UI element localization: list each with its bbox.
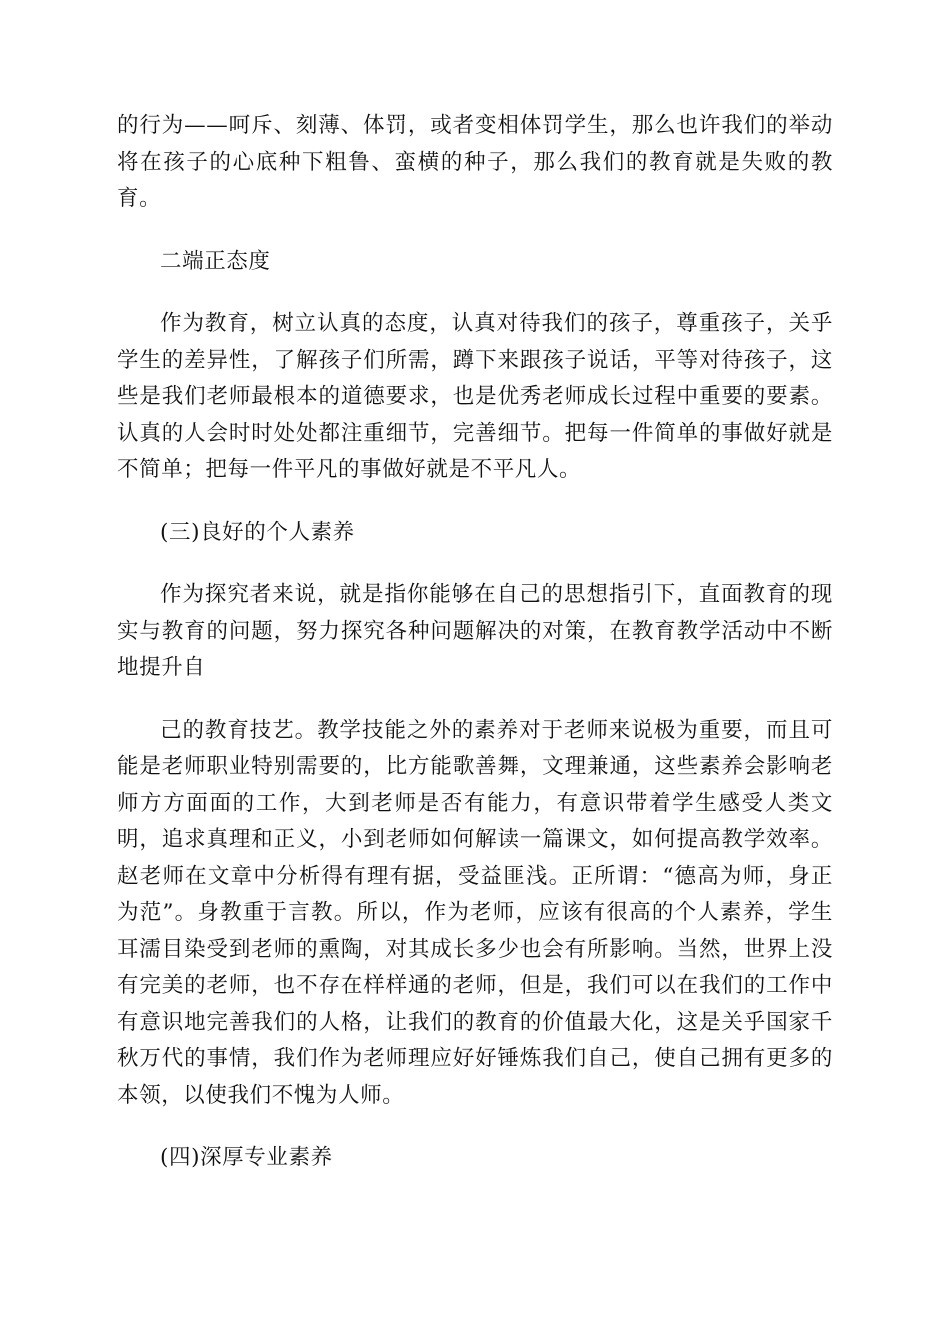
document-body [117, 108, 833, 1203]
section-heading-attitude: 二端正态度 [160, 248, 271, 274]
section-heading-professional-quality: (四)深厚专业素养 [160, 1145, 333, 1170]
paragraph-continuation: 的行为——呵斥、刻薄、体罚，或者变相体罚学生，那么也许我们的举动将在孩子的心底种下粗鲁、蛮横的种子，那么我们的教育就是失败的教育。 [117, 113, 833, 211]
paragraph-attitude: 作为教育，树立认真的态度，认真对待我们的孩子，尊重孩子，关乎学生的差异性，了解孩子们所需，蹲下来跟孩子说话，平等对待孩子，这些是我们老师最根本的道德要求，也是优秀老师成长过程中重要的要素。认真的人会时时处处都注重细节，完善细节。把每一件简单的事做好就是不简单；把每一件平凡的事做好就是不平凡人。 [117, 311, 833, 482]
paragraph-teaching-skills: 己的教育技艺。教学技能之外的素养对于老师来说极为重要，而且可能是老师职业特别需要的，比方能歌善舞，文理兼通，这些素养会影响老师方方面面的工作，大到老师是否有能力，有意识带着学生感受人类文明，追求真理和正义，小到老师如何解读一篇课文，如何提高教学效率。赵老师在文章中分析得有理有据，受益匪浅。正所谓：“德高为师，身正为范”。身教重于言教。所以，作为老师，应该有很高的个人素养，学生耳濡目染受到老师的熏陶，对其成长多少也会有所影响。当然，世界上没有完美的老师，也不存在样样通的老师，但是，我们可以在我们的工作中有意识地完善我们的人格，让我们的教育的价值最大化，这是关乎国家千秋万代的事情，我们作为老师理应好好锤炼我们自己，使自己拥有更多的本领，以使我们不愧为人师。 [117, 717, 833, 1108]
paragraph-researcher: 作为探究者来说，就是指你能够在自己的思想指引下，直面教育的现实与教育的问题，努力探究各种问题解决的对策，在教育教学活动中不断地提升自 [117, 582, 833, 680]
section-heading-personal-quality: (三)良好的个人素养 [160, 519, 355, 545]
